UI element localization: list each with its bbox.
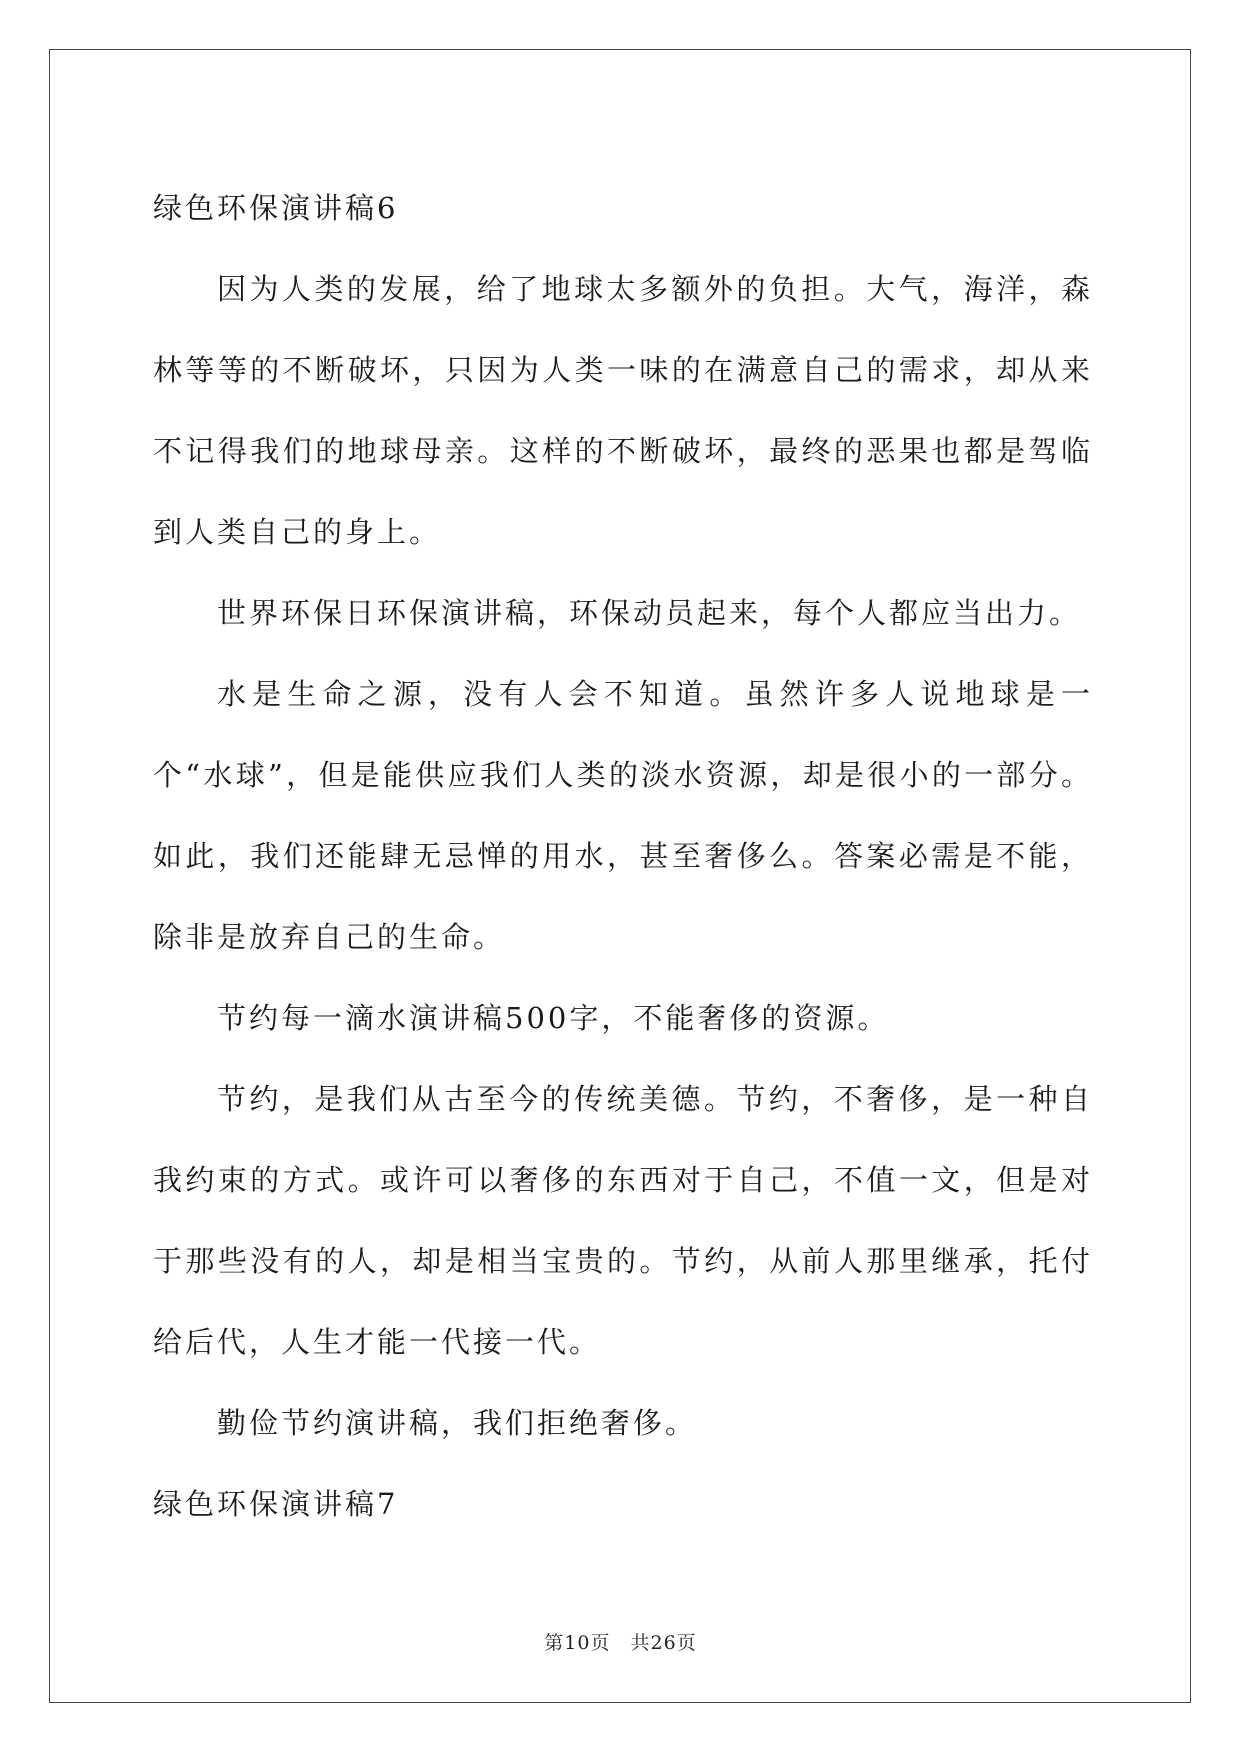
page-footer [0, 1628, 1241, 1655]
paragraph-water-source: 水是生命之源，没有人会不知道。虽然许多人说地球是一个“水球”，但是能供应我们人类的淡水资源，却是很小的一部分。如此，我们还能肆无忌惮的用水，甚至奢侈么。答案必需是不能，除非是放弃自己的生命。 [153, 677, 1093, 954]
current-page-number: 10 [564, 1632, 591, 1654]
paragraph-burden: 因为人类的发展，给了地球太多额外的负担。大气，海洋，森林等等的不断破坏，只因为人类一味的在满意自己的需求，却从来不记得我们的地球母亲。这样的不断破坏，最终的恶果也都是驾临 到人类自己的身上。 [153, 272, 1126, 549]
section-heading-7: 绿色环保演讲稿7 [153, 1487, 399, 1521]
paragraph-thrift-virtue: 节约，是我们从古至今的传统美德。节约，不奢侈，是一种自我约束的方式。或许可以奢侈的东西对于自己，不值一文，但是对于那些没有的人，却是相当宝贵的。节约，从前人那里继承，托付给后代，人生才能一代接一代。 [153, 1082, 1093, 1359]
paragraph-env-day: 世界环保日环保演讲稿，环保动员起来，每个人都应当出力。 [217, 596, 1082, 630]
section-heading-6: 绿色环保演讲稿6 [153, 191, 399, 225]
paragraph-reject-waste: 勤俭节约演讲稿，我们拒绝奢侈。 [217, 1406, 698, 1440]
paragraph-save-water: 节约每一滴水演讲稿500字，不能奢侈的资源。 [217, 1001, 890, 1035]
total-pages-number: 26 [650, 1632, 677, 1654]
page-label-prefix: 第 [544, 1632, 565, 1654]
total-label-prefix: 共 [630, 1632, 651, 1654]
total-label-suffix: 页 [676, 1632, 697, 1654]
page-label-suffix: 页 [590, 1632, 611, 1654]
document-body [153, 168, 1126, 1545]
